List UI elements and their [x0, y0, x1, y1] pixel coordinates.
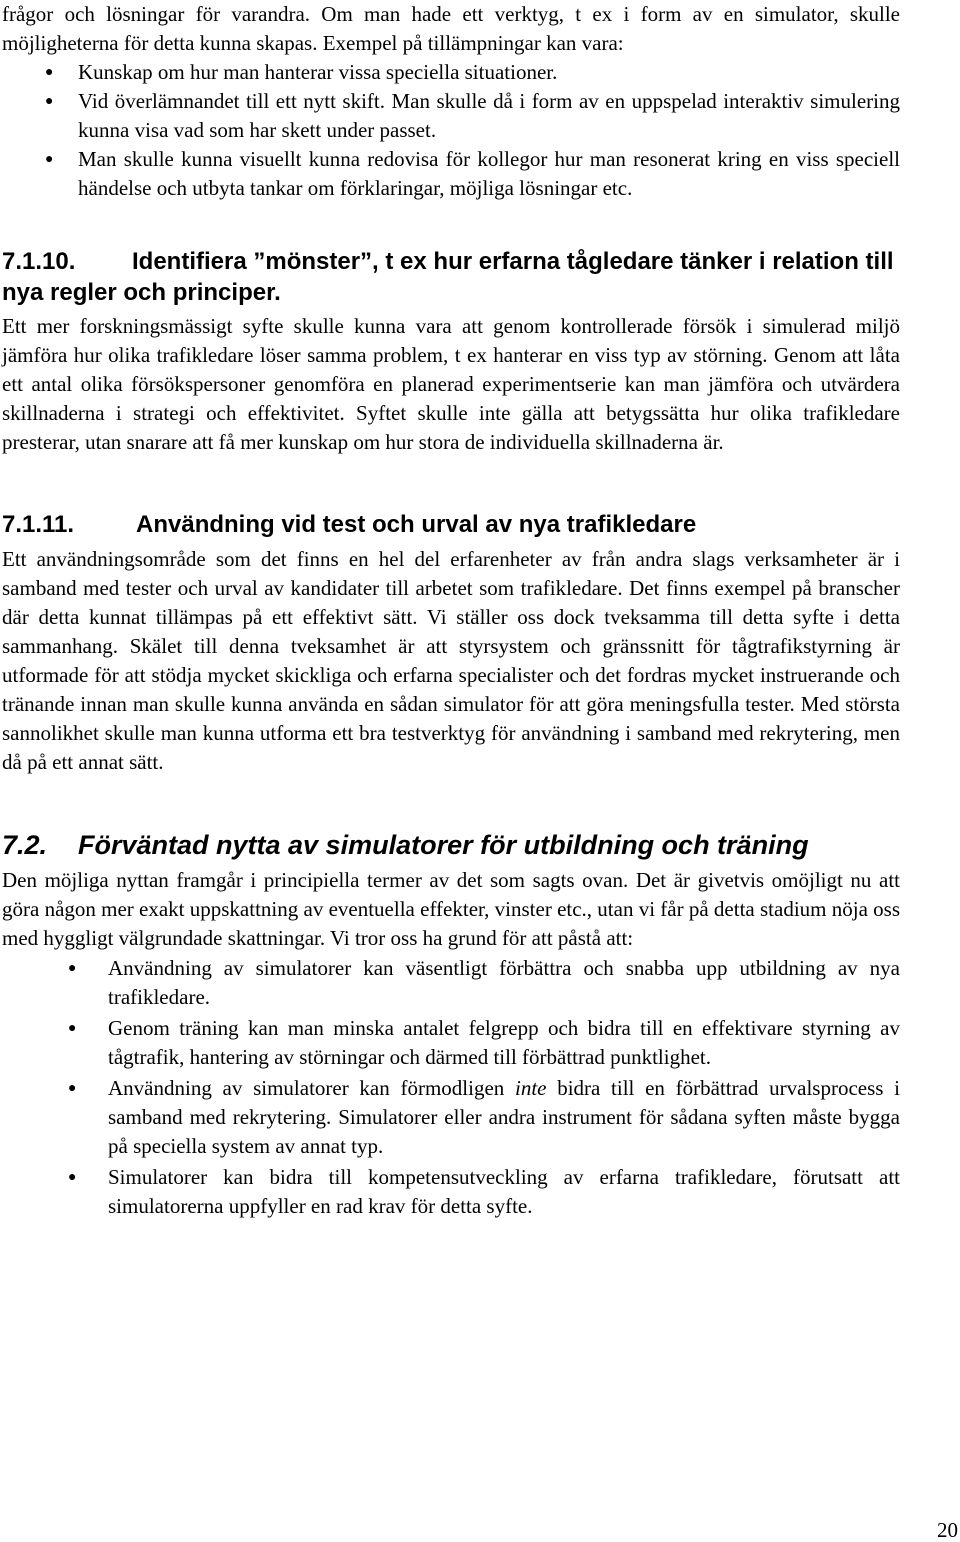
list-item: ● Man skulle kunna visuellt kunna redovisa för kollegor hur man resonerat kring en viss speciell händelse och utbyta tankar om förklaringar, möjliga lösningar etc.: [45, 147, 900, 200]
section-body: Ett användningsområde som det finns en hel del erfarenheter av från andra slags verksamheter är i samband med tester och urval av kandidater till arbetet som trafikledare. Det finns exempel på branscher där detta kunnat tillämpas på ett effektivt sätt. Vi ställer oss dock tveksamma till detta syfte i detta sammanhang. Skälet till denna tveksamhet är att styrsystem och gränssnitt för tågtrafikstyrning är utformade för att stödja mycket skickliga och erfarna specialister och det fordras mycket instruerande och tränande innan man skulle kunna använda en sådan simulator för att göra meningsfulla tester. Med största sannolikhet skulle man kunna utforma ett bra testverktyg för användning i samband med rekrytering, men då på ett annat sätt.: [2, 547, 900, 774]
section-7-1-10: [2, 246, 900, 457]
emphasis: inte: [514, 1076, 547, 1100]
section-7-1-11: [2, 509, 900, 777]
section-title: Förväntad nytta av simulatorer för utbildning och träning: [78, 830, 809, 860]
intro-paragraph: frågor och lösningar för varandra. Om man hade ett verktyg, t ex i form av en simulator, skulle möjligheterna för detta kunna skapas. Exempel på tillämpningar kan vara:: [2, 2, 900, 55]
list-item: ● Användning av simulatorer kan förmodligen inte bidra till en förbättrad urvalsprocess i samband med rekrytering. Simulatorer eller andra instrument för sådana syften måste bygga på speciella system av annat typ.: [68, 1076, 900, 1158]
section-7-2: [2, 828, 900, 1221]
bullet-icon: ●: [68, 961, 77, 976]
section-heading: [2, 246, 900, 308]
document-page: [2, 0, 900, 1223]
bullet-icon: ●: [68, 1170, 77, 1185]
section-intro: Den möjliga nyttan framgår i principiella termer av det som sagts ovan. Det är givetvis omöjligt nu att göra någon mer exakt uppskattning av eventuella effekter, vinster etc., utan vi får på detta stadium nöja oss med hyggligt välgrundade skattningar. Vi tror oss ha grund för att påstå att:: [2, 868, 900, 950]
example-list: [2, 58, 900, 203]
list-item: ● Genom träning kan man minska antalet felgrepp och bidra till en effektivare styrning av tågtrafik, hantering av störningar och därmed till förbättrad punktlighet.: [68, 1016, 900, 1069]
benefit-list: [2, 954, 900, 1221]
list-item: ● Vid överlämnandet till ett nytt skift. Man skulle då i form av en uppspelad interaktiv simulering kunna visa vad som har skett under passet.: [45, 89, 900, 142]
section-number: 7.2.: [2, 830, 48, 860]
bullet-icon: ●: [45, 65, 54, 80]
section-title: Användning vid test och urval av nya trafikledare: [136, 511, 697, 538]
section-number: 7.1.11.: [2, 511, 75, 538]
section-heading: [2, 828, 900, 862]
bullet-icon: ●: [68, 1081, 77, 1096]
section-body: Ett mer forskningsmässigt syfte skulle kunna vara att genom kontrollerade försök i simulerad miljö jämföra hur olika trafikledare löser samma problem, t ex hanterar en viss typ av störning. Genom att låta ett antal olika försökspersoner genomföra en planerad experimentserie kan man jämföra och utvärdera skillnaderna i strategi och effektivitet. Syftet skulle inte gälla att betygssätta hur olika trafikledare presterar, utan snarare att få mer kunskap om hur stora de individuella skillnaderna är.: [2, 314, 900, 454]
list-item: ● Kunskap om hur man hanterar vissa speciella situationer.: [78, 58, 900, 87]
bullet-icon: ●: [45, 94, 54, 109]
page-number: 20: [937, 1518, 958, 1542]
bullet-icon: ●: [68, 1021, 77, 1036]
list-item: ● Simulatorer kan bidra till kompetensutveckling av erfarna trafikledare, förutsatt att simulatorerna uppfyller en rad krav för detta syfte.: [68, 1165, 900, 1218]
bullet-icon: ●: [45, 152, 54, 167]
list-item: ● Användning av simulatorer kan väsentligt förbättra och snabba upp utbildning av nya trafikledare.: [68, 956, 900, 1009]
section-number: 7.1.10.: [2, 248, 76, 275]
section-heading: [2, 509, 900, 540]
section-title: Identifiera ”mönster”, t ex hur erfarna tågledare tänker i relation till nya regler och principer.: [2, 248, 894, 306]
